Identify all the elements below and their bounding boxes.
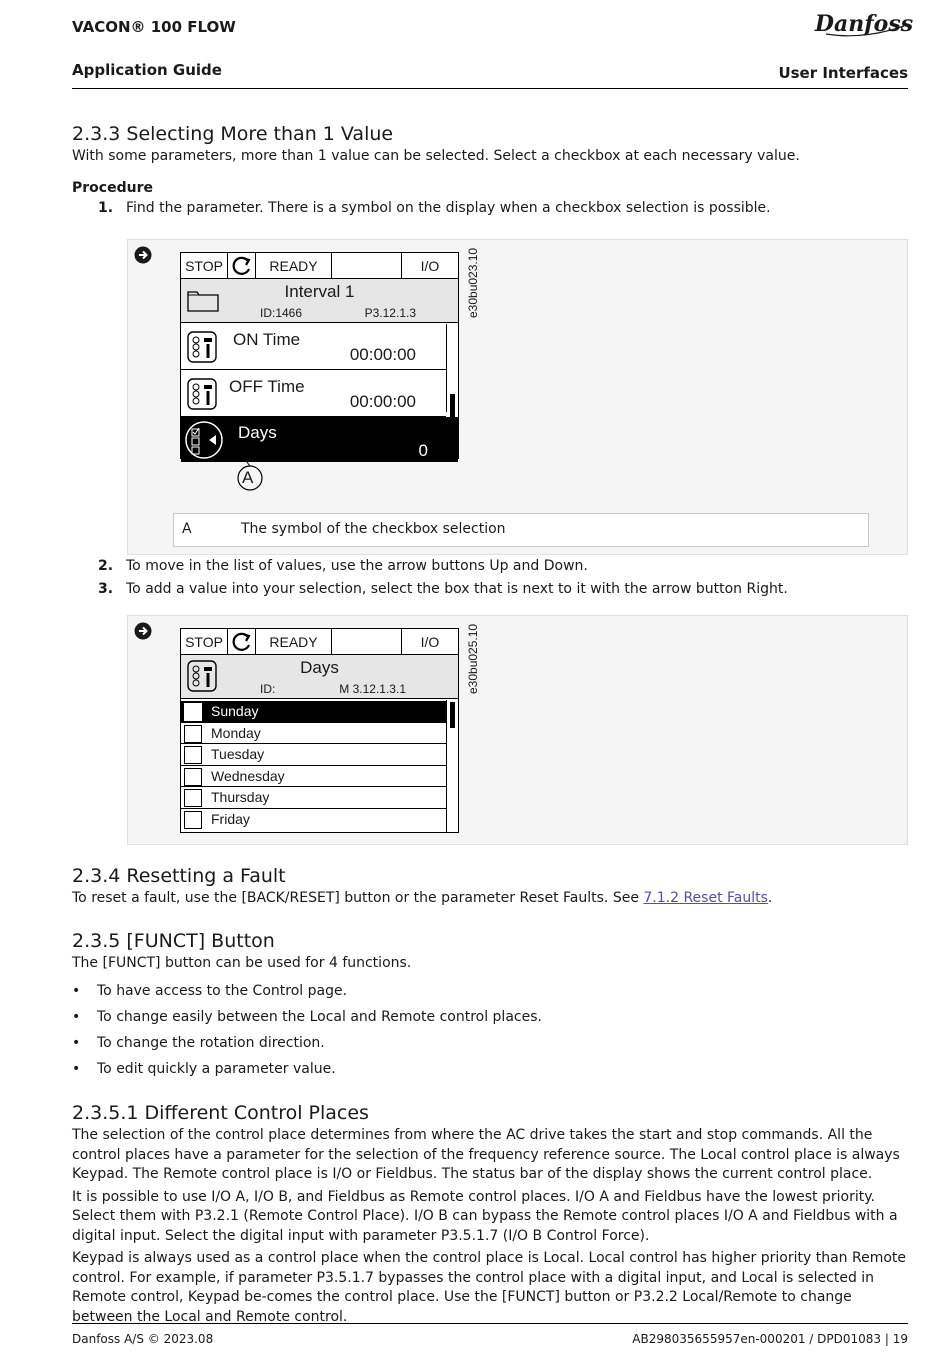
step-2 [72,556,908,576]
step-number: 3. [98,581,114,597]
status-stop: STOP [181,629,228,654]
param-row-on-time [181,323,446,370]
procedure-label: Procedure [72,179,153,196]
param-value: 00:00:00 [349,392,416,411]
checkbox[interactable] [184,746,202,764]
control-places-p1: The selection of the control place determines from where the AC drive takes the start and stop commands. All the control places have a parameter for the selection of the frequency reference source. The Local control place is always Keypad. The Remote control place is I/O or Fieldbus. The status bar of the display shows the current control place. [72,1127,900,1182]
list-item-label: Friday [211,810,250,827]
checkbox[interactable] [184,725,202,743]
status-ready: READY [256,253,332,278]
scroll-thumb[interactable] [450,702,455,728]
checkbox[interactable] [184,789,202,807]
legend-key: A [182,521,192,537]
status-io: I/O [420,257,440,274]
status-bar [181,253,458,279]
step-3 [72,579,908,599]
list-item-sunday[interactable] [181,701,446,723]
callout-label: A [242,468,254,487]
list-item-wednesday[interactable] [181,766,446,788]
section-2-3-5 [72,929,908,1079]
figure-tag: e30bu023.10 [466,247,480,318]
legend-text: The symbol of the checkbox selection [241,521,506,537]
list-item-label: Monday [211,724,261,741]
footer-doc-number: AB298035655957en-000201 / DPD01083 | 19 [632,1332,908,1346]
menu-param: M 3.12.1.3.1 [339,682,406,696]
status-ready: READY [256,629,332,654]
bullet-item: • To change easily between the Local and Remote control places. [72,1007,908,1027]
reset-text: To reset a fault, use the [BACK/RESET] button or the parameter Reset Faults. See [72,890,644,906]
section-2-3-5-1 [72,1101,908,1327]
arrow-right-circle-icon [134,246,152,264]
parameter-icon [187,331,217,363]
reset-faults-link[interactable]: 7.1.2 Reset Faults [643,890,768,906]
rotation-icon [228,629,256,654]
intro-paragraph: With some parameters, more than 1 value can be selected. Select a checkbox at each necessary value. [72,148,800,164]
figure-tag: e30bu025.10 [466,623,480,694]
list-item-label: Sunday [211,703,259,719]
menu-title-text: Days [300,658,339,677]
param-label: Days [238,423,277,442]
param-row-off-time [181,370,446,417]
bullet-item: • To change the rotation direction. [72,1033,908,1053]
list-item-thursday[interactable] [181,787,446,809]
section-2-3-3 [72,122,908,218]
section-heading: 2.3.5 [FUNCT] Button [72,930,275,952]
section-heading: 2.3.3 Selecting More than 1 Value [72,123,394,145]
list-item-monday[interactable] [181,723,446,745]
section-title: User Interfaces [778,64,908,82]
scroll-thumb[interactable] [450,394,455,430]
parameter-icon [187,378,217,410]
list-item-label: Wednesday [211,767,285,784]
footer-copyright: Danfoss A/S © 2023.08 [72,1332,214,1346]
step-text: Find the parameter. There is a symbol on the display when a checkbox selection is possible. [126,199,771,216]
menu-title [181,279,458,323]
section-heading: 2.3.4 Resetting a Fault [72,865,286,887]
list-item-label: Tuesday [211,746,265,762]
days-list [181,699,458,830]
menu-title-text: Interval 1 [284,282,355,301]
funct-intro: The [FUNCT] button can be used for 4 functions. [72,955,412,971]
figure-days [127,615,908,845]
danfoss-logo [814,4,914,42]
product-name: VACON® 100 FLOW [72,18,236,36]
menu-id: ID: [260,682,276,696]
checkmark-icon [185,704,201,720]
step-number: 2. [98,558,114,574]
checkbox[interactable] [184,811,202,829]
rotation-icon [228,253,256,278]
param-value: 00:00:00 [349,345,416,364]
menu-title [181,655,458,699]
status-empty [332,629,402,654]
checkbox[interactable] [184,768,202,786]
param-label: ON Time [233,330,301,349]
section-2-3-4 [72,864,908,909]
reset-end: . [767,890,773,906]
control-places-p3: Keypad is always used as a control place when the control place is Local. Local control has higher priority than Remote control. For example, if parameter P3.5.1.7 bypasses the control place with a digital input, and Local is selected in Remote control, Keypad be-comes the control place. Use the [FUNCT] button or P3.2.2 Local/Remote to change between the Local and Remote control. [72,1250,907,1325]
status-stop: STOP [181,253,228,278]
header-rule [72,88,908,89]
scrollbar[interactable] [446,324,458,412]
status-empty [332,253,402,278]
footer-rule [72,1323,908,1324]
step-text: To move in the list of values, use the arrow buttons Up and Down. [126,558,588,574]
reset-paragraph [72,889,908,909]
step-1 [72,198,908,218]
menu-param: P3.12.1.3 [364,306,416,320]
keypad-display [180,628,459,833]
control-places-p2: It is possible to use I/O A, I/O B, and Fieldbus as Remote control places. I/O A and Fieldbus have the lowest priority. Select them with P3.2.1 (Remote Control Place). I/O B can bypass the Remote control places I/O A and Fieldbus with a digital input. Select the digital input with parameter P3.5.1.7 (I/O B Control Force). [72,1188,898,1244]
section-heading: 2.3.5.1 Different Control Places [72,1102,369,1124]
status-io: I/O [420,633,440,650]
arrow-right-circle-icon [134,622,152,640]
bullet-item: • To have access to the Control page. [72,981,908,1001]
param-value: 0 [418,441,428,460]
list-item-tuesday[interactable] [181,744,446,766]
status-bar [181,629,458,655]
step-number: 1. [98,199,114,216]
list-item-label: Thursday [211,789,270,805]
steps-continued [72,556,908,599]
checkbox[interactable] [184,703,202,721]
step-text: To add a value into your selection, select the box that is next to it with the arrow button Right. [126,581,788,597]
param-label: OFF Time [229,377,305,396]
figure-legend [173,513,869,547]
menu-id: ID:1466 [260,306,303,320]
guide-title: Application Guide [72,61,222,79]
scrollbar[interactable] [446,700,458,833]
figure-interval [127,239,908,555]
svg-text:Danfoss: Danfoss [814,11,914,37]
bullet-item: • To edit quickly a parameter value. [72,1059,908,1079]
list-item-friday[interactable] [181,809,446,831]
